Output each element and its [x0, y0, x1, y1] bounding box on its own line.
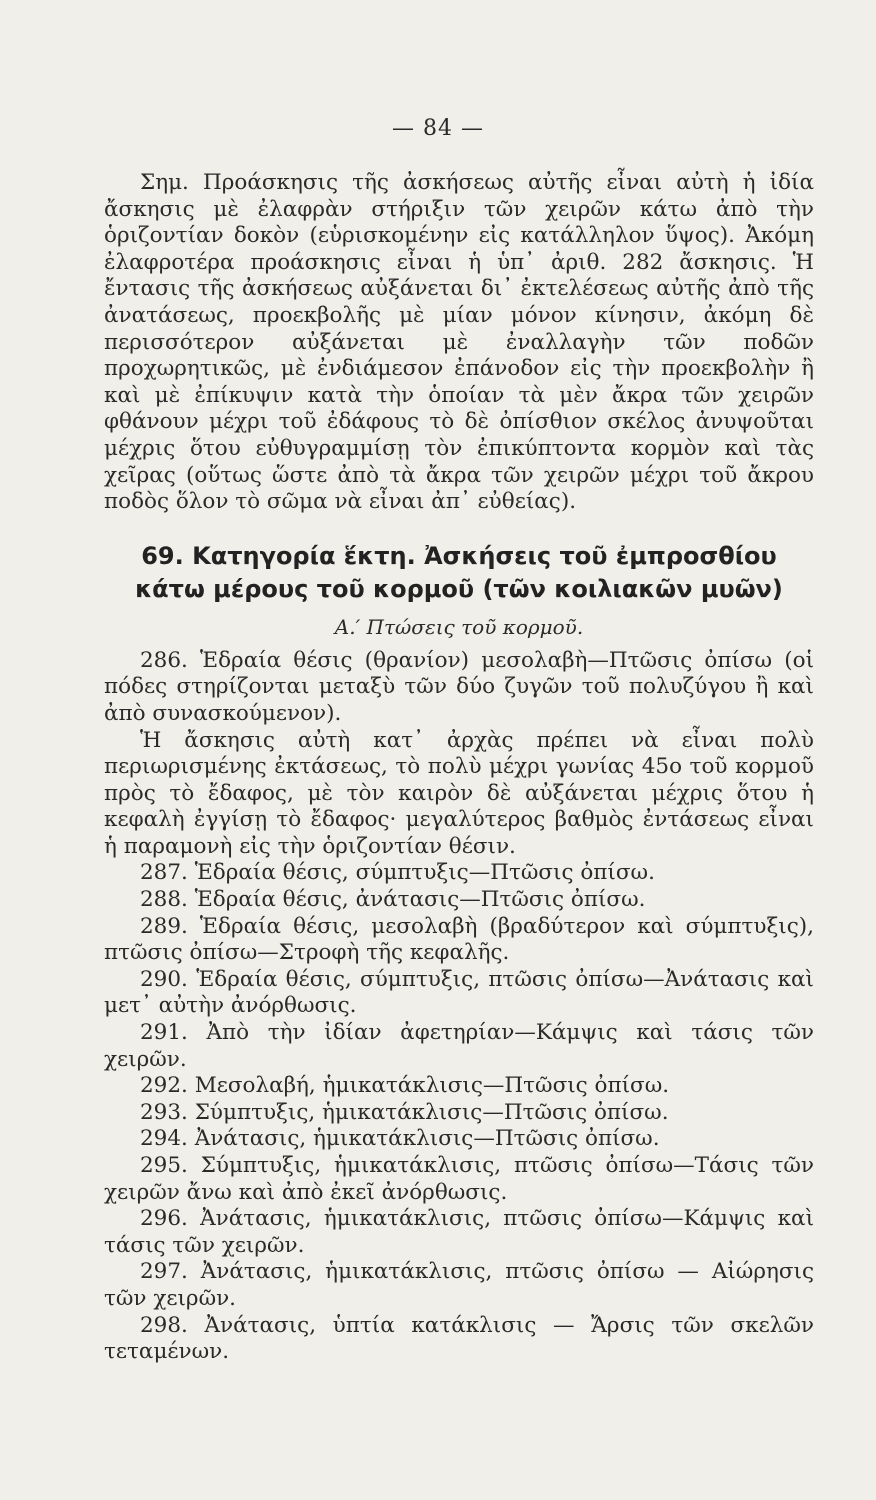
- exercise-292: 292. Μεσολαβή, ἡμικατάκλισις—Πτῶσις ὀπίσω.: [140, 1073, 670, 1099]
- exercise-286-explanation: Ἡ ἄσκησις αὐτὴ κατ᾽ ἀρχὰς πρέπει νὰ εἶναι πολὺ περιωρισμένης ἐκτάσεως, τὸ πολὺ μέχρι γωνίας 45ο τοῦ κορμοῦ πρὸς τὸ ἔδαφος, μὲ τὸν καιρὸν δὲ αὐξάνεται μέχρις ὅτου ἡ κεφαλὴ ἐγγίσῃ τὸ ἔδαφος· μεγαλύτερος βαθμὸς ἐντάσεως εἶναι ἡ παραμονὴ εἰς τὴν ὁριζοντίαν θέσιν.: [104, 727, 814, 859]
- exercise-297: 297. Ἀνάτασις, ἡμικατάκλισις, πτῶσις ὀπίσω — Αἰώρησις τῶν χειρῶν.: [104, 1259, 814, 1311]
- exercise-293: 293. Σύμπτυξις, ἡμικατάκλισις—Πτῶσις ὀπίσω.: [140, 1099, 669, 1125]
- page-body: [104, 170, 814, 1366]
- section-heading: 69. Κατηγορία ἕκτη. Ἀσκήσεις τοῦ ἐμπροσθίου κάτω μέρους τοῦ κορμοῦ (τῶν κοιλιακῶν μυῶν): [135, 541, 783, 603]
- exercise-295: 295. Σύμπτυξις, ἡμικατάκλισις, πτῶσις ὀπίσω—Τάσις τῶν χειρῶν ἄνω καὶ ἀπὸ ἐκεῖ ἀνόρθωσις.: [104, 1153, 814, 1205]
- exercise-296: 296. Ἀνάτασις, ἡμικατάκλισις, πτῶσις ὀπίσω—Κάμψις καὶ τάσις τῶν χειρῶν.: [104, 1206, 814, 1258]
- note-paragraph: Σημ. Προάσκησις τῆς ἀσκήσεως αὐτῆς εἶναι αὐτὴ ἡ ἰδία ἄσκησις μὲ ἐλαφρὰν στήριξιν τῶν χειρῶν κάτω ἀπὸ τὴν ὁριζοντίαν δοκὸν (εὑρισκομένην εἰς κατάλληλον ὕψος). Ἀκόμη ἐλαφροτέρα προάσκησις εἶναι ἡ ὑπ᾽ ἀριθ. 282 ἄσκησις. Ἡ ἔντασις τῆς ἀσκήσεως αὐξάνεται δι᾽ ἐκτελέσεως αὐτῆς ἀπὸ τῆς ἀνατάσεως, προεκβολῆς μὲ μίαν μόνον κίνησιν, ἀκόμη δὲ περισσότερον αὐξάνεται μὲ ἐναλλαγὴν τῶν ποδῶν προχωρητικῶς, μὲ ἐνδιάμεσον ἐπάνοδον εἰς τὴν προεκβολὴν ἢ καὶ μὲ ἐπίκυψιν κατὰ τὴν ὁποίαν τὰ μὲν ἄκρα τῶν χειρῶν φθάνουν μέχρι τοῦ ἐδάφους τὸ δὲ ὀπίσθιον σκέλος ἀνυψοῦται μέχρις ὅτου εὐθυγραμμίσῃ τὸν ἐπικύπτοντα κορμὸν καὶ τὰς χεῖρας (οὕτως ὥστε ἀπὸ τὰ ἄκρα τῶν χειρῶν μέχρι τοῦ ἄκρου ποδὸς ὅλον τὸ σῶμα νὰ εἶναι ἀπ᾽ εὐθείας).: [104, 170, 814, 515]
- exercise-289: 289. Ἑδραία θέσις, μεσολαβὴ (βραδύτερον καὶ σύμπτυξις), πτῶσις ὀπίσω—Στροφὴ τῆς κεφαλῆς.: [104, 913, 814, 966]
- exercise-287: 287. Ἑδραία θέσις, σύμπτυξις—Πτῶσις ὀπίσω.: [140, 860, 655, 886]
- exercise-290: 290. Ἑδραία θέσις, σύμπτυξις, πτῶσις ὀπίσω—Ἀνάτασις καὶ μετ᾽ αὐτὴν ἀνόρθωσις.: [104, 966, 814, 1019]
- exercise-288: 288. Ἑδραία θέσις, ἀνάτασις—Πτῶσις ὀπίσω.: [140, 887, 646, 913]
- subheading: Α.′ Πτώσεις τοῦ κορμοῦ.: [334, 614, 584, 639]
- exercise-298: 298. Ἀνάτασις, ὑπτία κατάκλισις — Ἄρσις τῶν σκελῶν τεταμένων.: [104, 1312, 814, 1365]
- exercise-294: 294. Ἀνάτασις, ἡμικατάκλισις—Πτῶσις ὀπίσω.: [140, 1126, 660, 1152]
- page-number: — 84 —: [392, 116, 484, 141]
- exercise-286: 286. Ἑδραία θέσις (θρανίον) μεσολαβὴ—Πτῶσις ὀπίσω (οἱ πόδες στηρίζονται μεταξὺ τῶν δύο ζυγῶν τοῦ πολυζύγου ἢ καὶ ἀπὸ συνασκούμενον).: [104, 647, 814, 726]
- exercise-291: 291. Ἀπὸ τὴν ἰδίαν ἀφετηρίαν—Κάμψις καὶ τάσις τῶν χειρῶν.: [104, 1020, 814, 1072]
